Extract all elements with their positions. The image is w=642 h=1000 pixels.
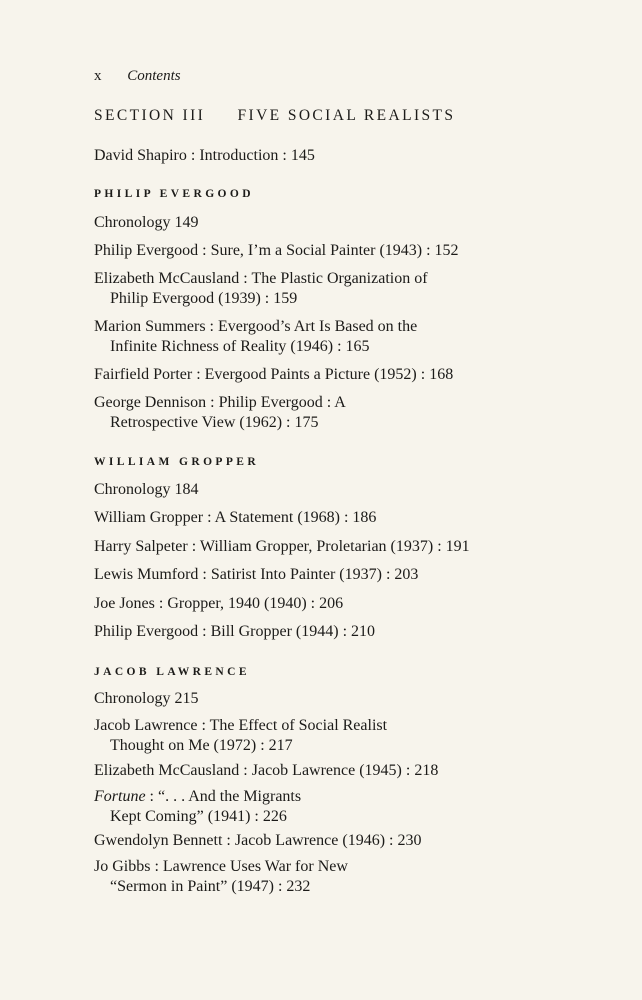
toc-entry: Philip Evergood : Bill Gropper (1944) : 210 xyxy=(94,623,376,640)
artist-heading-lawrence: JACOB LAWRENCE xyxy=(94,666,250,678)
toc-entry: Lewis Mumford : Satirist Into Painter (1937) : 203 xyxy=(94,566,419,583)
toc-entry: Jacob Lawrence : The Effect of Social Realist Thought on Me (1972) : 217 xyxy=(94,717,388,754)
page-number: x xyxy=(94,68,102,84)
toc-entry-introduction: David Shapiro : Introduction : 145 xyxy=(94,147,315,164)
artist-heading-gropper: WILLIAM GROPPER xyxy=(94,456,260,468)
toc-entry: Philip Evergood : Sure, I’m a Social Painter (1943) : 152 xyxy=(94,242,459,259)
section-name: FIVE SOCIAL REALISTS xyxy=(237,107,456,124)
publication-title: Fortune xyxy=(94,788,146,805)
running-title: Contents xyxy=(127,68,181,84)
toc-entry: William Gropper : A Statement (1968) : 186 xyxy=(94,509,377,526)
toc-entry: Elizabeth McCausland : The Plastic Organization of Philip Evergood (1939) : 159 xyxy=(94,270,428,307)
toc-entry: Fortune : “. . . And the Migrants Kept Coming” (1941) : 226 xyxy=(94,788,302,825)
toc-entry: Marion Summers : Evergood’s Art Is Based on the Infinite Richness of Reality (1946) : 165 xyxy=(94,318,418,355)
section-heading xyxy=(94,107,455,125)
toc-entry: Joe Jones : Gropper, 1940 (1940) : 206 xyxy=(94,595,344,612)
section-number: SECTION III xyxy=(94,107,206,124)
toc-entry: Chronology 149 xyxy=(94,214,199,231)
toc-entry: Chronology 184 xyxy=(94,481,199,498)
toc-entry: Jo Gibbs : Lawrence Uses War for New “Sermon in Paint” (1947) : 232 xyxy=(94,858,348,895)
toc-entry: Elizabeth McCausland : Jacob Lawrence (1945) : 218 xyxy=(94,762,439,779)
toc-entry: Fairfield Porter : Evergood Paints a Picture (1952) : 168 xyxy=(94,366,454,383)
artist-heading-evergood: PHILIP EVERGOOD xyxy=(94,188,254,200)
toc-entry: Gwendolyn Bennett : Jacob Lawrence (1946) : 230 xyxy=(94,832,422,849)
running-header xyxy=(94,68,181,85)
toc-entry: Harry Salpeter : William Gropper, Proletarian (1937) : 191 xyxy=(94,538,470,555)
toc-entry: Chronology 215 xyxy=(94,690,199,707)
toc-entry: George Dennison : Philip Evergood : A Retrospective View (1962) : 175 xyxy=(94,394,346,431)
